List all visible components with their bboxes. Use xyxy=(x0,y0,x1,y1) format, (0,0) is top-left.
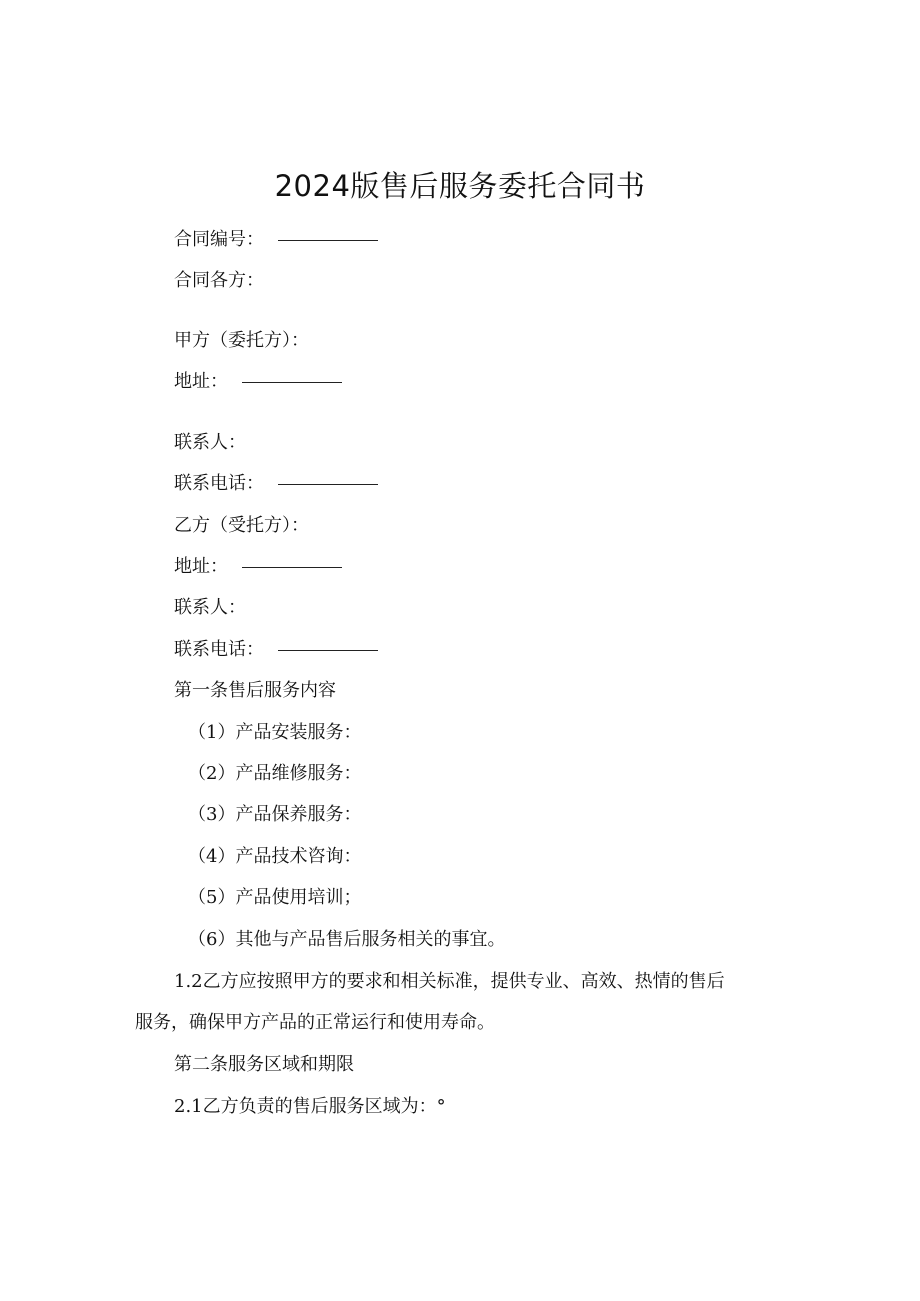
party-a-heading: 甲方（委托方）： xyxy=(174,330,309,351)
party-b-address-label: 地址： xyxy=(174,556,228,577)
party-b-address-blank xyxy=(242,549,342,568)
contract-number-line xyxy=(174,225,378,255)
contract-number-blank xyxy=(278,222,378,241)
clause-2-1: 2.1乙方负责的售后服务区域为：° xyxy=(174,1096,446,1117)
document-title: 2024版售后服务委托合同书 xyxy=(274,169,646,203)
party-a-phone-label: 联系电话： xyxy=(174,473,264,494)
party-a-address-label: 地址： xyxy=(174,371,228,392)
service-item: （4）产品技术咨询： xyxy=(188,846,362,867)
service-item: （1）产品安装服务： xyxy=(188,722,362,743)
party-b-address-line xyxy=(174,552,342,582)
party-b-phone-label: 联系电话： xyxy=(174,639,264,660)
party-a-address-line xyxy=(174,367,342,397)
service-item: （5）产品使用培训； xyxy=(188,887,362,908)
party-a-address-blank xyxy=(242,364,342,383)
party-b-phone-blank xyxy=(278,632,378,651)
party-b-phone-line xyxy=(174,635,378,665)
party-a-phone-line xyxy=(174,469,378,499)
party-a-phone-blank xyxy=(278,466,378,485)
service-item: （3）产品保养服务： xyxy=(188,804,362,825)
party-b-heading: 乙方（受托方）： xyxy=(174,515,309,536)
clause-1-2-line-1: 1.2乙方应按照甲方的要求和相关标准，提供专业、高效、热情的售后 xyxy=(174,971,725,992)
clause-1-2-line-2: 服务，确保甲方产品的正常运行和使用寿命。 xyxy=(135,1012,495,1033)
parties-label: 合同各方： xyxy=(174,270,264,291)
party-b-contact-label: 联系人： xyxy=(174,597,246,618)
section-2-heading: 第二条服务区域和期限 xyxy=(174,1054,354,1075)
service-item: （2）产品维修服务： xyxy=(188,763,362,784)
contract-number-label: 合同编号： xyxy=(174,229,264,250)
service-item: （6）其他与产品售后服务相关的事宜。 xyxy=(188,929,506,950)
section-1-heading: 第一条售后服务内容 xyxy=(174,680,336,701)
party-a-contact-label: 联系人： xyxy=(174,432,246,453)
